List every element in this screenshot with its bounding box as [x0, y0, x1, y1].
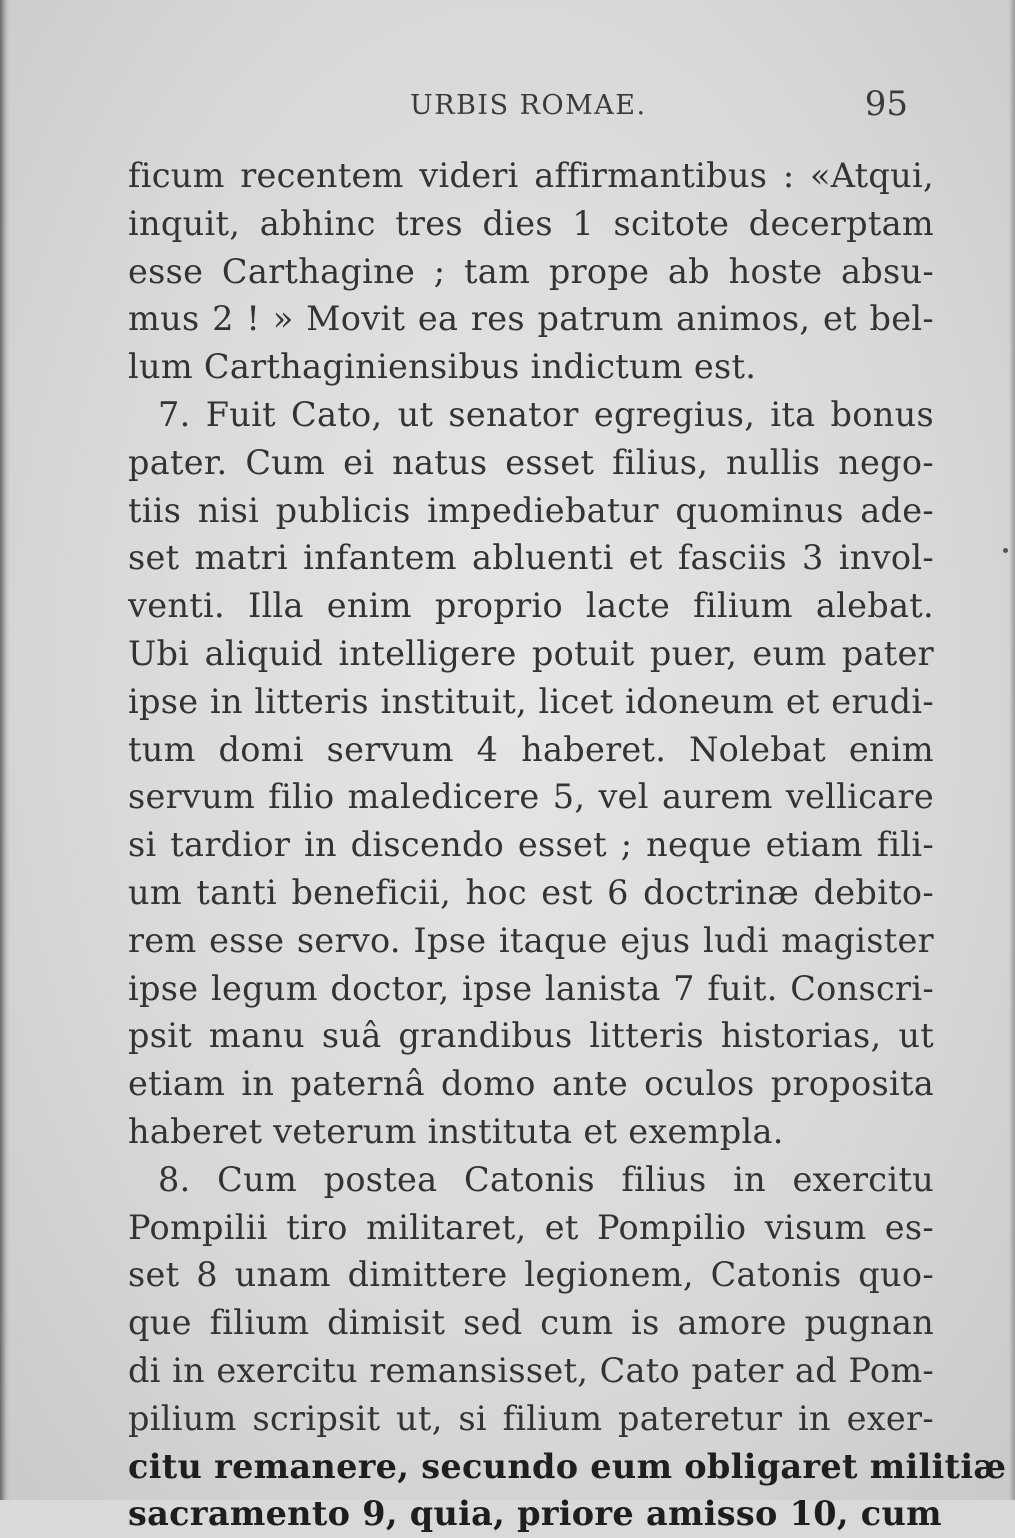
text-line: di in exercitu remansisset, Cato pater ad Pom-	[128, 1350, 934, 1390]
text-line: citu remanere, secundo eum obligaret militiæ	[128, 1446, 1007, 1486]
text-line: haberet veterum instituta et exempla.	[128, 1111, 784, 1151]
text-line: pater. Cum ei natus esset filius, nullis nego-	[128, 442, 934, 482]
text-line: esse Carthagine ; tam prope ab hoste absu-	[128, 251, 934, 291]
text-line: que filium dimisit sed cum is amore pugnan	[128, 1303, 934, 1343]
text-line: rem esse servo. Ipse itaque ejus ludi magister	[128, 920, 934, 960]
text-line: tum domi servum 4 haberet. Nolebat enim	[128, 729, 934, 769]
text-line: inquit, abhinc tres dies 1 scitote decerptam	[128, 203, 934, 243]
text-line: mus 2 ! » Movit ea res patrum animos, et bel-	[128, 299, 934, 339]
text-line: psit manu suâ grandibus litteris historias, ut	[128, 1016, 934, 1056]
text-line: si tardior in discendo esset ; neque etiam fili-	[128, 825, 934, 865]
text-line: tiis nisi publicis impediebatur quominus ade-	[128, 490, 934, 530]
body-text	[128, 152, 1007, 1538]
text-line: venti. Illa enim proprio lacte filium alebat.	[128, 586, 934, 626]
text-line: etiam in paternâ domo ante oculos proposita	[128, 1064, 934, 1104]
text-line: ficum recentem videri affirmantibus : «Atqui,	[128, 156, 934, 195]
page-header	[130, 84, 930, 128]
paragraph-8-start: 8. Cum postea Catonis filius in exercitu	[158, 1159, 934, 1199]
page-right-edge-shadow	[1009, 0, 1015, 1500]
paper-speck	[1003, 548, 1008, 553]
text-line: um tanti beneficii, hoc est 6 doctrinæ debito-	[128, 872, 934, 912]
text-line: pilium scripsit ut, si filium pateretur in exer-	[128, 1398, 934, 1438]
page-number: 95	[864, 84, 908, 124]
paragraph-7-start: 7. Fuit Cato, ut senator egregius, ita bonus	[158, 394, 934, 434]
running-title: URBIS ROMAE.	[410, 90, 647, 121]
text-line: set matri infantem abluenti et fasciis 3 invol-	[128, 538, 934, 578]
page-left-edge-shadow	[0, 0, 10, 1500]
text-line: set 8 unam dimittere legionem, Catonis quo-	[128, 1255, 934, 1295]
text-line: Pompilii tiro militaret, et Pompilio visum es-	[128, 1207, 934, 1247]
text-line: lum Carthaginiensibus indictum est.	[128, 347, 757, 387]
text-line: ipse legum doctor, ipse lanista 7 fuit. Conscri-	[128, 968, 934, 1008]
text-line: ipse in litteris instituit, licet idoneum et erudi-	[128, 681, 934, 721]
text-line: servum filio maledicere 5, vel aurem vellicare	[128, 777, 934, 817]
text-line: Ubi aliquid intelligere potuit puer, eum pater	[128, 633, 934, 673]
text-line: sacramento 9, quia, priore amisso 10, cum	[128, 1494, 942, 1534]
